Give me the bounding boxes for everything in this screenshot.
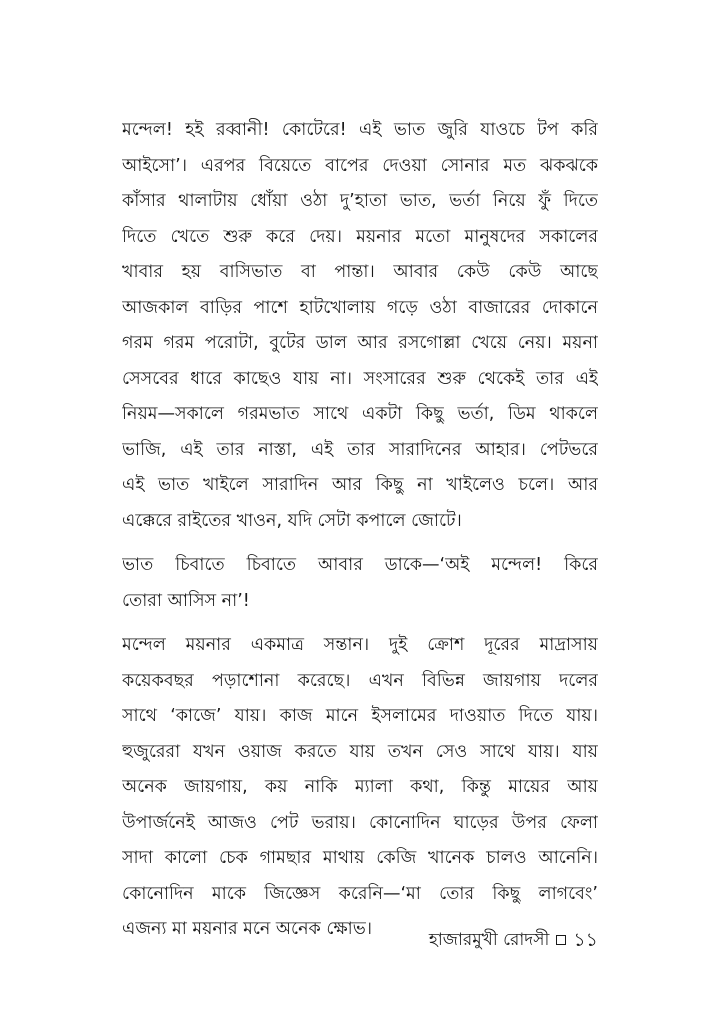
page-footer	[429, 925, 598, 955]
page-number: ১১	[573, 929, 598, 951]
text-line: উপার্জনেই আজও পেট ভরায়। কোনোদিন ঘাড়ের উপর ফেলা	[122, 812, 598, 833]
text-line: ভাজি, এই তার নাস্তা, এই তার সারাদিনের আহার। পেটভরে	[122, 439, 598, 460]
paragraph-1	[122, 113, 598, 539]
paragraph-2	[122, 548, 598, 619]
text-line: সাদা কালো চেক গামছার মাথায় কেজি খানেক চালও আনেনি।	[122, 848, 598, 868]
text-line: মন্দেল ময়নার একমাত্র সন্তান। দুই ক্রোশ দূরের মাদ্রাসায়	[122, 635, 598, 655]
text-line: দিতে খেতে শুরু করে দেয়। ময়নার মতো মানুষদের সকালের	[122, 226, 598, 247]
text-line: সেসবের ধারে কাছেও যায় না। সংসারের শুরু থেকেই তার এই	[122, 368, 598, 389]
running-title: হাজারমুখী রোদসী	[428, 930, 550, 950]
text-line: কোনোদিন মাকে জিজ্ঞেস করেনি—‘মা তোর কিছু লাগবেং’	[122, 883, 598, 904]
text-line: আইসো’। এরপর বিয়েতে বাপের দেওয়া সোনার মত ঝকঝকে	[122, 155, 598, 176]
text-line: কয়েকবছর পড়াশোনা করেছে। এখন বিভিন্ন জায়গায় দলের	[122, 670, 598, 691]
separator-box-icon	[556, 935, 566, 945]
paragraph-3	[122, 628, 598, 948]
text-line: সাথে ‘কাজে’ যায়। কাজ মানে ইসলামের দাওয়াত দিতে যায়।	[122, 706, 598, 726]
text-line: অনেক জায়গায়, কয় নাকি ম্যালা কথা, কিন্তু মায়ের আয়	[122, 777, 598, 797]
text-line: মন্দেল! হই রব্বানী! কোটেরে! এই ভাত জুরি যাওচে টপ করি	[122, 120, 598, 140]
text-line: গরম গরম পরোটা, বুটের ডাল আর রসগোল্লা খেয়ে নেয়। ময়না	[122, 333, 598, 353]
text-line: ভাত চিবাতে চিবাতে আবার ডাকে—‘অই মন্দেল! কিরে	[122, 555, 598, 575]
text-line: এজন্য মা ময়নার মনে অনেক ক্ষোভ।	[122, 919, 372, 939]
text-line: এক্কেরে রাইতের খাওন, যদি সেটা কপালে জোটে।	[122, 510, 462, 531]
text-line: নিয়ম—সকালে গরমভাত সাথে একটা কিছু ভর্তা, ডিম থাকলে	[122, 404, 598, 424]
body-text	[122, 113, 598, 957]
text-line: তোরা আসিস না’!	[122, 590, 250, 611]
text-line: আজকাল বাড়ির পাশে হাটখোলায় গড়ে ওঠা বাজারের দোকানে	[122, 297, 598, 318]
text-line: হুজুরেরা যখন ওয়াজ করতে যায় তখন সেও সাথে যায়। যায়	[122, 741, 598, 762]
text-line: খাবার হয় বাসিভাত বা পান্তা। আবার কেউ কেউ আছে	[122, 262, 598, 282]
text-line: এই ভাত খাইলে সারাদিন আর কিছু না খাইলেও চলে। আর	[122, 475, 598, 495]
text-line: কাঁসার থালাটায় ধোঁয়া ওঠা দু’হাতা ভাত, ভর্তা নিয়ে ফুঁ দিতে	[122, 191, 598, 211]
